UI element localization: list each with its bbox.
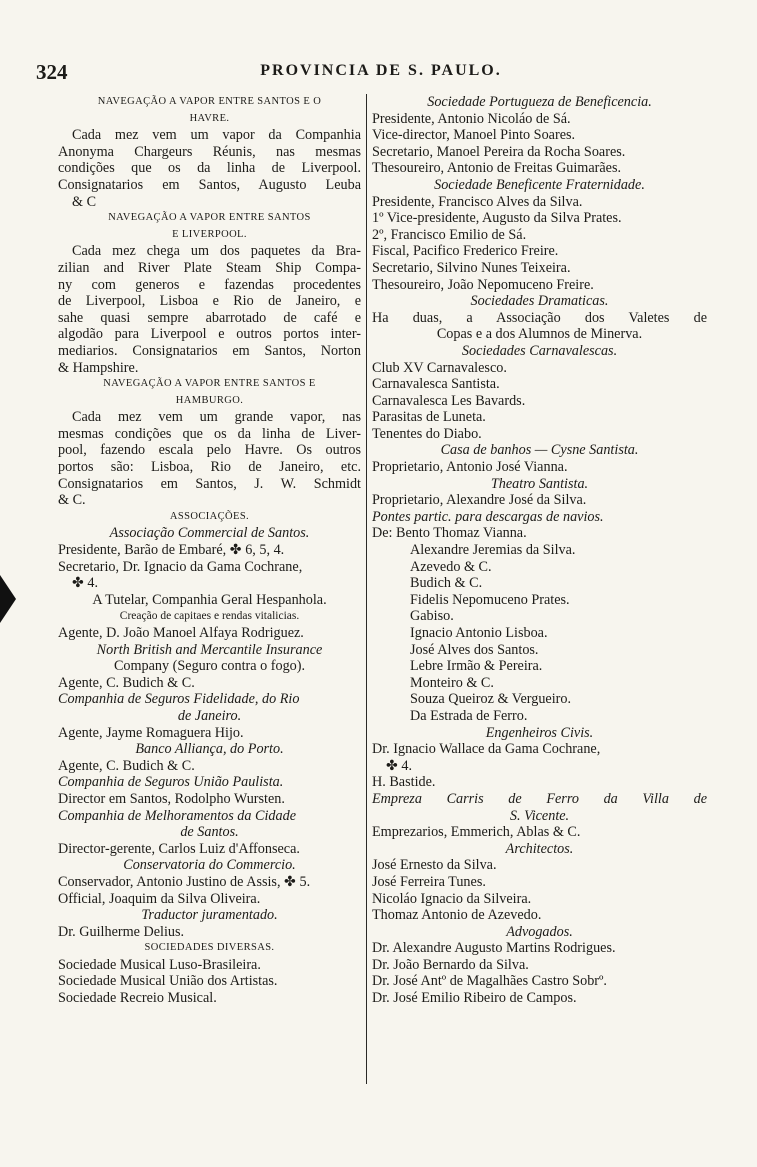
- text-line: algodão para Liverpool e outros portos inter-: [58, 326, 361, 343]
- text-line: Souza Queiroz & Vergueiro.: [410, 691, 572, 708]
- text-line: Monteiro & C.: [410, 674, 494, 691]
- text-line: ✤ 4.: [386, 757, 413, 774]
- section-heading: HAVRE.: [189, 112, 230, 124]
- text-line: Dr. Alexandre Augusto Martins Rodrigues.: [372, 940, 616, 957]
- text-line: Consignatarios em Santos, Augusto Leuba: [58, 176, 361, 193]
- page-number: 324: [36, 60, 68, 84]
- text-line: José Ernesto da Silva.: [372, 857, 497, 874]
- text-line: Dr. João Bernardo da Silva.: [372, 956, 529, 973]
- section-heading: NAVEGAÇÃO A VAPOR ENTRE SANTOS E: [103, 378, 316, 390]
- section-heading: Associação Commercial de Santos.: [109, 525, 310, 542]
- text-line: 1º Vice-presidente, Augusto da Silva Prates.: [372, 210, 622, 227]
- text-line: Agente, C. Budich & C.: [58, 674, 195, 691]
- text-line: Agente, C. Budich & C.: [58, 757, 195, 774]
- section-heading: Traductor juramentado.: [141, 907, 278, 924]
- section-heading: Casa de banhos — Cysne Santista.: [440, 442, 639, 459]
- text-line: Presidente, Francisco Alves da Silva.: [372, 193, 583, 210]
- left-column: [58, 94, 361, 1007]
- section-heading: SOCIEDADES DIVERSAS.: [144, 942, 275, 954]
- text-line: Gabiso.: [410, 608, 454, 625]
- text-line: zilian and River Plate Steam Ship Compa-: [58, 259, 361, 276]
- text-line: Cada mez vem um vapor da Companhia: [72, 127, 361, 144]
- text-line: Emprezarios, Emmerich, Ablas & C.: [372, 824, 581, 841]
- section-heading: Sociedades Carnavalescas.: [461, 342, 618, 359]
- text-line: Companhia de Seguros União Paulista.: [58, 774, 284, 791]
- text-line: Azevedo & C.: [410, 558, 492, 575]
- section-heading: ASSOCIAÇÕES.: [169, 510, 250, 522]
- text-line: Copas e a dos Alumnos de Minerva.: [436, 326, 643, 343]
- text-line: Sociedade Recreio Musical.: [58, 990, 217, 1007]
- text-line: ny com generos e fazendas procedentes: [58, 276, 361, 293]
- section-heading: NAVEGAÇÃO A VAPOR ENTRE SANTOS: [108, 212, 311, 224]
- text-line: Empreza Carris de Ferro da Villa de: [372, 790, 707, 807]
- text-line: mediarios. Consignatarios em Santos, Norton: [58, 342, 361, 359]
- text-line: Lebre Irmão & Pereira.: [410, 658, 543, 675]
- text-line: Company (Seguro contra o fogo).: [113, 658, 306, 675]
- text-line: Proprietario, Alexandre José da Silva.: [372, 492, 587, 509]
- text-line: & C.: [58, 492, 86, 509]
- section-heading: Theatro Santista.: [490, 475, 589, 492]
- text-line: & Hampshire.: [58, 359, 139, 376]
- text-line: Cada mez vem um grande vapor, nas: [72, 409, 361, 426]
- section-heading: E LIVERPOOL.: [172, 228, 247, 240]
- section-heading: HAMBURGO.: [175, 394, 244, 406]
- text-line: condições que os da linha de Liverpool.: [58, 160, 361, 177]
- text-line: Secretario, Silvino Nunes Teixeira.: [372, 259, 571, 276]
- section-heading: Architectos.: [505, 840, 574, 857]
- section-heading: Engenheiros Civis.: [485, 724, 594, 741]
- text-line: Dr. José Emilio Ribeiro de Campos.: [372, 990, 577, 1007]
- section-heading: Sociedade Portugueza de Beneficencia.: [427, 94, 652, 110]
- running-title: PROVINCIA DE S. PAULO.: [260, 62, 502, 79]
- text-line: Official, Joaquim da Silva Oliveira.: [58, 890, 261, 907]
- text-line: Agente, D. João Manoel Alfaya Rodriguez.: [58, 625, 304, 641]
- text-line: mesmas condições que os da linha de Liver-: [58, 425, 361, 442]
- text-line: Companhia de Melhoramentos da Cidade: [58, 807, 297, 824]
- text-line: pool, fazendo escala pelo Havre. Os outros: [58, 442, 361, 459]
- text-line: sahe quasi sempre abarrotado de café e: [58, 309, 361, 326]
- text-line: Conservador, Antonio Justino de Assis, ✤ 5.: [58, 873, 311, 890]
- text-line: Fidelis Nepomuceno Prates.: [410, 591, 570, 608]
- text-line: Creação de capitaes e rendas vitalicias.: [119, 610, 300, 623]
- text-line: Pontes partic. para descargas de navios.: [372, 508, 604, 525]
- text-line: Alexandre Jeremias da Silva.: [410, 542, 576, 559]
- text-line: & C: [72, 193, 97, 210]
- text-line: Director-gerente, Carlos Luiz d'Affonseca.: [58, 840, 300, 857]
- text-line: Sociedade Musical Luso-Brasileira.: [58, 956, 261, 973]
- text-line: Vice-director, Manoel Pinto Soares.: [372, 127, 576, 144]
- text-line: Presidente, Antonio Nicoláo de Sá.: [372, 110, 571, 127]
- text-line: Thomaz Antonio de Azevedo.: [372, 907, 542, 924]
- text-line: Club XV Carnavalesco.: [372, 359, 507, 376]
- text-line: de Liverpool, Lisboa e Rio de Janeiro, e: [58, 293, 361, 310]
- text-line: Secretario, Manoel Pereira da Rocha Soares.: [372, 143, 626, 160]
- right-column: [372, 94, 707, 1007]
- text-line: Tenentes do Diabo.: [372, 425, 482, 442]
- text-line: Cada mez chega um dos paquetes da Bra-: [72, 243, 361, 260]
- text-line: Da Estrada de Ferro.: [410, 707, 528, 724]
- text-line: Budich & C.: [410, 575, 483, 592]
- text-line: Presidente, Barão de Embaré, ✤ 6, 5, 4.: [58, 542, 285, 559]
- text-line: Proprietario, Antonio José Vianna.: [372, 459, 568, 476]
- text-line: Ha duas, a Associação dos Valetes de: [372, 309, 707, 326]
- text-line: Carnavalesca Santista.: [372, 376, 500, 393]
- binding-mark: [0, 575, 16, 623]
- section-heading: Sociedades Dramaticas.: [470, 293, 609, 310]
- section-heading: NAVEGAÇÃO A VAPOR ENTRE SANTOS E O: [97, 96, 322, 107]
- text-line: Dr. José Antº de Magalhães Castro Sobrº.: [372, 973, 607, 990]
- text-line: Consignatarios em Santos, J. W. Schmidt: [58, 475, 361, 492]
- section-heading: S. Vicente.: [509, 807, 570, 824]
- text-line: José Ferreira Tunes.: [372, 873, 486, 890]
- section-heading: de Santos.: [180, 824, 239, 841]
- text-line: Thesoureiro, João Nepomuceno Freire.: [372, 276, 594, 293]
- text-line: Secretario, Dr. Ignacio da Gama Cochrane,: [58, 558, 303, 575]
- page-header: [36, 56, 726, 86]
- text-line: Parasitas de Luneta.: [372, 409, 486, 426]
- text-line: Director em Santos, Rodolpho Wursten.: [58, 790, 285, 807]
- text-line: Anonyma Chargeurs Réunis, nas mesmas: [58, 143, 361, 160]
- section-heading: Banco Alliança, do Porto.: [135, 741, 284, 758]
- text-line: Nicoláo Ignacio da Silveira.: [372, 890, 532, 907]
- text-line: H. Bastide.: [372, 774, 436, 791]
- text-line: A Tutelar, Companhia Geral Hespanhola.: [92, 591, 327, 608]
- text-line: ✤ 4.: [72, 575, 99, 592]
- text-line: Companhia de Seguros Fidelidade, do Rio: [58, 691, 300, 708]
- text-line: Carnavalesca Les Bavards.: [372, 392, 526, 409]
- section-heading: de Janeiro.: [177, 707, 242, 724]
- text-line: Dr. Ignacio Wallace da Gama Cochrane,: [372, 741, 601, 758]
- text-line: portos são: Lisboa, Rio de Janeiro, etc.: [58, 459, 361, 476]
- text-line: Agente, Jayme Romaguera Hijo.: [58, 724, 244, 741]
- text-line: Fiscal, Pacifico Frederico Freire.: [372, 243, 559, 260]
- text-line: Dr. Guilherme Delius.: [58, 923, 185, 940]
- section-heading: Sociedade Beneficente Fraternidade.: [434, 176, 645, 193]
- text-line: De: Bento Thomaz Vianna.: [372, 525, 527, 542]
- text-line: 2º, Francisco Emilio de Sá.: [372, 226, 527, 243]
- section-heading: North British and Mercantile Insurance: [96, 641, 323, 658]
- text-line: José Alves dos Santos.: [410, 641, 539, 658]
- section-heading: Conservatoria do Commercio.: [123, 857, 296, 874]
- section-heading: Advogados.: [506, 923, 573, 940]
- text-line: Ignacio Antonio Lisboa.: [410, 625, 548, 641]
- column-rule: [366, 94, 367, 1084]
- text-line: Sociedade Musical União dos Artistas.: [58, 973, 278, 990]
- text-line: Thesoureiro, Antonio de Freitas Guimarães.: [372, 160, 622, 177]
